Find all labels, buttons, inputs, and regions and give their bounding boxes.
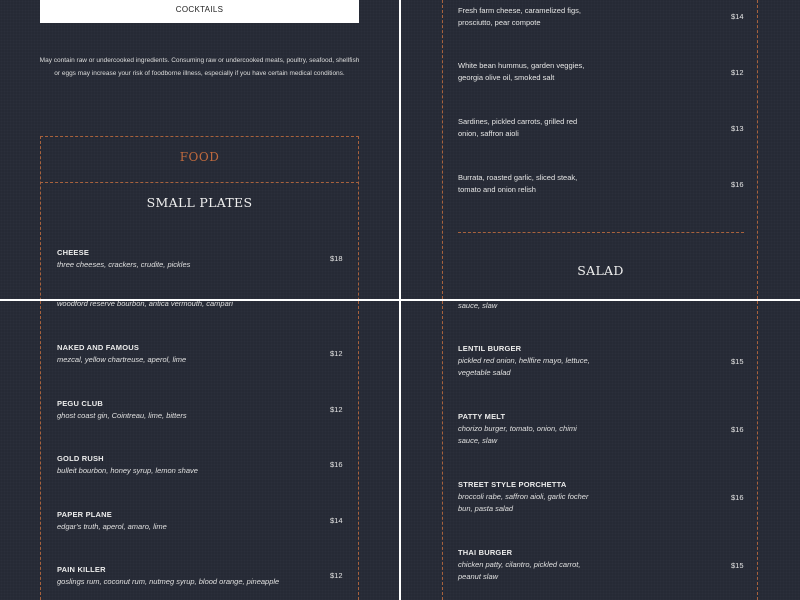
menu-item-price: $12 <box>330 349 343 358</box>
menu-item-name: PAPER PLANE <box>57 510 112 519</box>
menu-item-desc: bulleit bourbon, honey syrup, lemon shave <box>57 466 198 475</box>
menu-item-desc: peanut slaw <box>458 572 499 581</box>
panel-bottom-left <box>0 301 399 600</box>
menu-item <box>458 343 590 379</box>
menu-item-desc: sauce, slaw <box>458 436 498 445</box>
menu-item-desc: chorizo burger, tomato, onion, chimi <box>458 424 577 433</box>
menu-item <box>458 547 580 583</box>
menu-item-price: $16 <box>330 460 343 469</box>
menu-item-partial <box>57 301 233 310</box>
menu-item-desc: broccoli rabe, saffron aioli, garlic focher <box>458 492 589 501</box>
subsection-title-small-plates: SMALL PLATES <box>146 195 253 210</box>
menu-item-price: $18 <box>330 254 343 263</box>
menu-item-desc: three cheeses, crackers, crudite, pickles <box>57 260 191 269</box>
menu-item-desc: goslings rum, coconut rum, nutmeg syrup, blood orange, pineapple <box>57 577 280 586</box>
frame-left-border <box>40 301 41 600</box>
frame-right-border <box>358 301 359 600</box>
menu-item-desc: chicken patty, cilantro, pickled carrot, <box>458 560 581 569</box>
menu-item-desc: edgar's truth, aperol, amaro, lime <box>57 522 167 531</box>
menu-item <box>458 60 584 84</box>
menu-item <box>458 411 577 447</box>
menu-item-desc: ghost coast gin, Cointreau, lime, bitters <box>57 411 187 420</box>
menu-item-price: $12 <box>330 571 343 580</box>
menu-item-desc: Burrata, roasted garlic, sliced steak, <box>458 173 578 182</box>
menu-item-name: GOLD RUSH <box>57 454 104 463</box>
menu-item-price: $14 <box>731 12 744 21</box>
frame-right-border <box>757 301 758 600</box>
menu-item <box>458 5 581 29</box>
menu-item <box>458 172 577 196</box>
menu-item <box>57 247 190 271</box>
menu-item-desc: White bean hummus, garden veggies, <box>458 61 585 70</box>
menu-item <box>57 398 187 422</box>
menu-item-desc: Fresh farm cheese, caramelized figs, <box>458 6 581 15</box>
allergy-notice: May contain raw or undercooked ingredients. Consuming raw or undercooked meats, poultry, seafood, shellfish or eggs may increase your risk of foodborne illness, especially if you have certain medical conditions. <box>39 57 360 77</box>
menu-item-price: $16 <box>731 180 744 189</box>
section-title-salad: SALAD <box>577 263 624 278</box>
menu-item-desc: onion, saffron aioli <box>458 129 519 138</box>
menu-item-desc: vegetable salad <box>458 368 511 377</box>
menu-item-name: PATTY MELT <box>458 412 506 421</box>
panel-top-left <box>0 0 399 299</box>
menu-item-desc: georgia olive oil, smoked salt <box>458 73 555 82</box>
menu-item-name: LENTIL BURGER <box>458 344 522 353</box>
menu-item-price: $15 <box>731 357 744 366</box>
section-title-food: FOOD <box>179 150 220 164</box>
menu-item-desc: woodford reserve bourbon, antica vermouth, campari <box>57 301 233 308</box>
menu-item-name: NAKED AND FAMOUS <box>57 343 140 352</box>
menu-item-desc: bun, pasta salad <box>458 504 514 513</box>
menu-item-price: $16 <box>731 425 744 434</box>
tab-cocktails-label: COCKTAILS <box>175 5 224 14</box>
menu-item-name: THAI BURGER <box>458 548 513 557</box>
menu-item-partial <box>458 301 497 312</box>
frame-right-border <box>757 0 758 299</box>
menu-item-price: $16 <box>731 493 744 502</box>
menu-item-price: $13 <box>731 124 744 133</box>
panel-bottom-right <box>401 301 800 600</box>
menu-item-desc: pickled red onion, hellfire mayo, lettuce, <box>458 356 590 365</box>
menu-item <box>57 453 198 477</box>
menu-item-name: STREET STYLE PORCHETTA <box>458 480 567 489</box>
menu-item-price: $14 <box>330 516 343 525</box>
menu-item-price: $12 <box>330 405 343 414</box>
menu-item-desc: tomato and onion relish <box>458 185 536 194</box>
menu-item-desc: Sardines, pickled carrots, grilled red <box>458 117 578 126</box>
menu-item <box>57 509 167 533</box>
menu-item-name: CHEESE <box>57 248 90 257</box>
menu-item-desc: sauce, slaw <box>458 301 498 310</box>
frame-left-border <box>442 301 443 600</box>
menu-item-price: $12 <box>731 68 744 77</box>
menu-item-desc: mezcal, yellow chartreuse, aperol, lime <box>57 355 187 364</box>
menu-item-desc: prosciutto, pear compote <box>458 18 541 27</box>
menu-item <box>458 479 588 515</box>
menu-item <box>57 342 186 366</box>
menu-item <box>458 116 577 140</box>
frame-left-border <box>442 0 443 299</box>
divider <box>458 232 744 233</box>
menu-item <box>57 564 279 588</box>
menu-item-name: PAIN KILLER <box>57 565 106 574</box>
tab-cocktails[interactable] <box>40 0 359 23</box>
divider <box>40 182 359 183</box>
menu-item-price: $15 <box>731 561 744 570</box>
menu-item-name: PEGU CLUB <box>57 399 103 408</box>
panel-top-right <box>401 0 800 299</box>
